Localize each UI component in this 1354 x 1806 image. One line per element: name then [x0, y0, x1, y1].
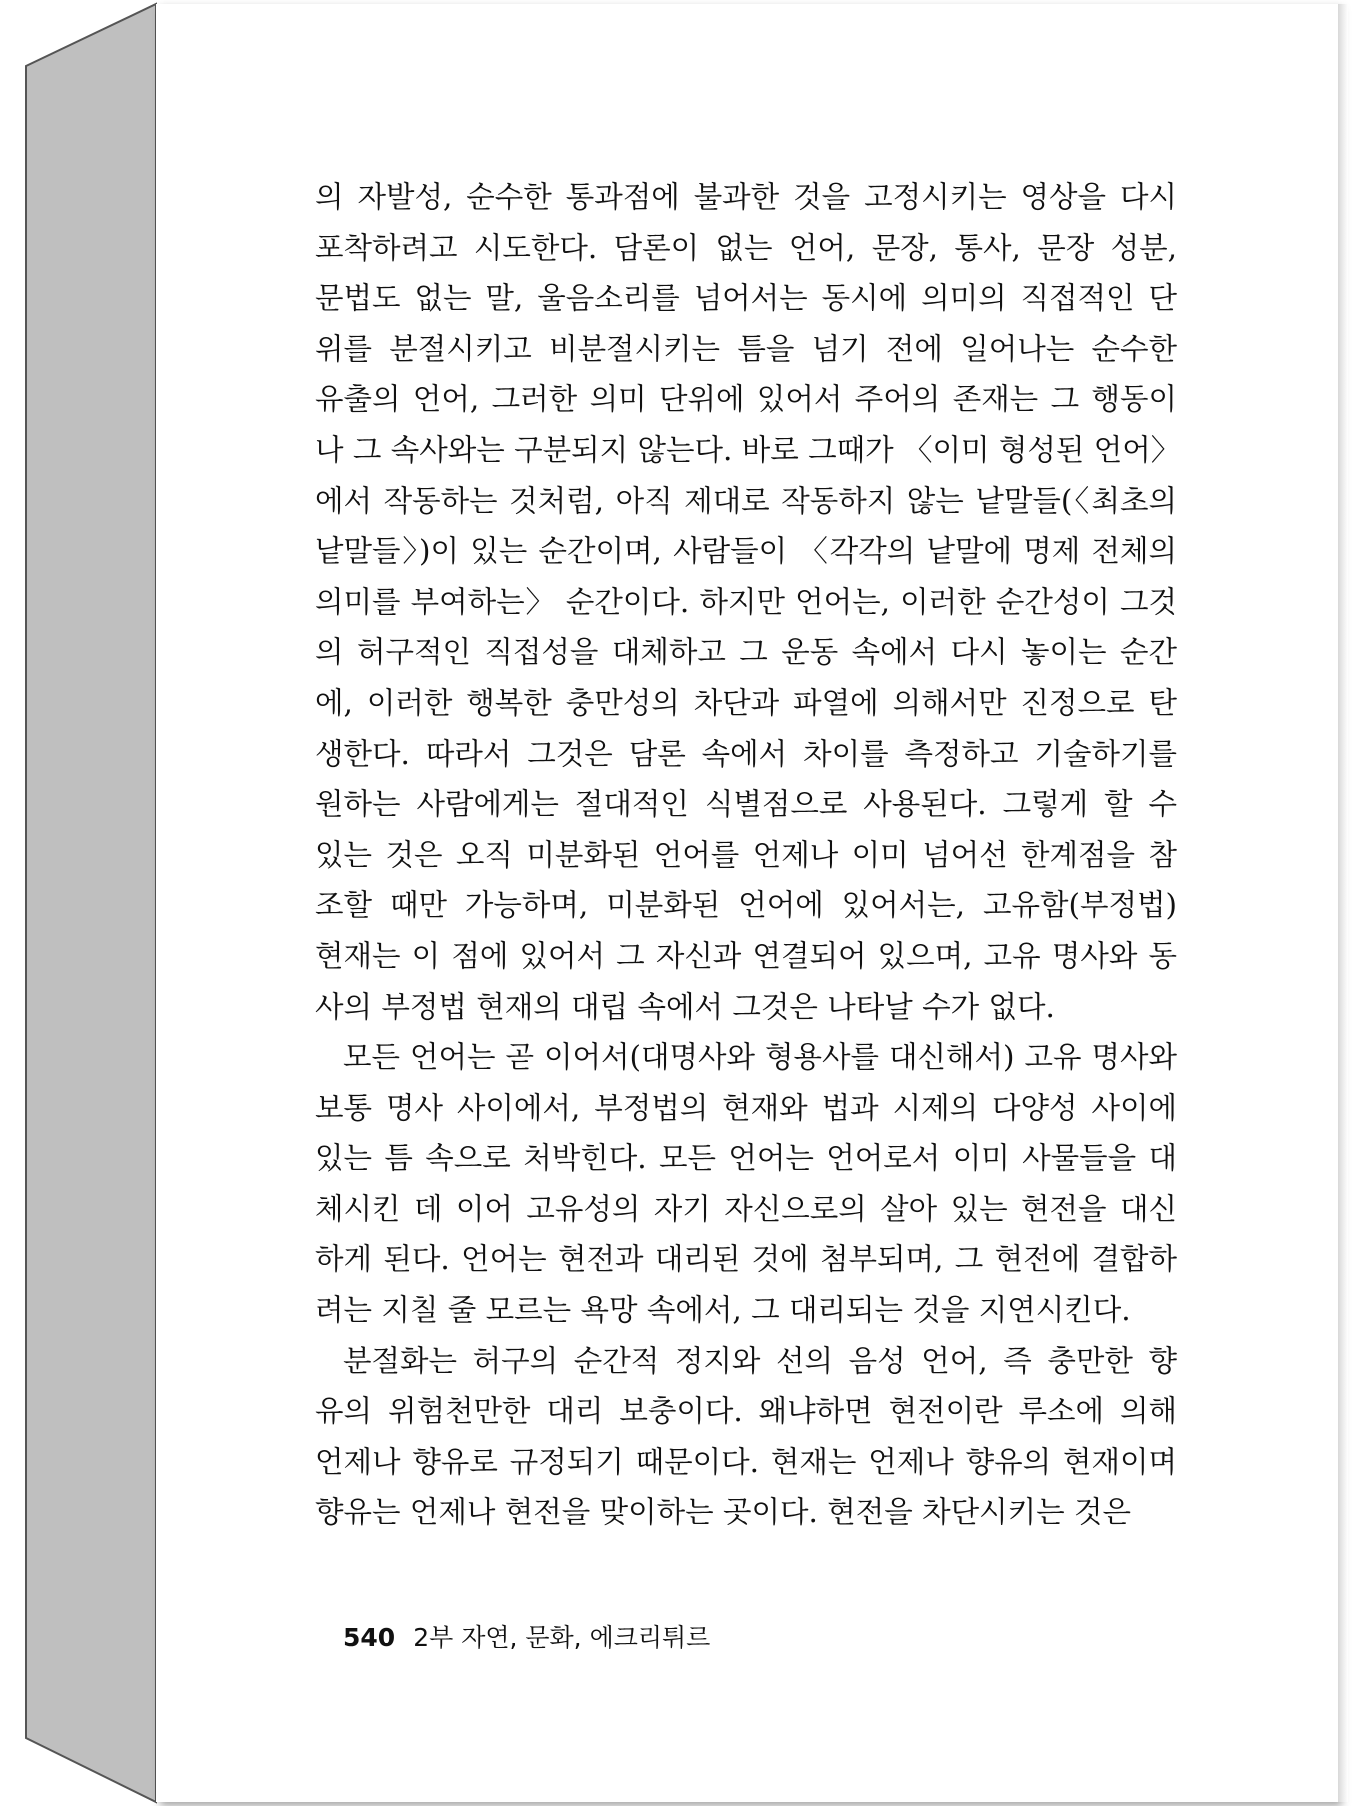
text-line: 하게 된다. 언어는 현전과 대리된 것에 첨부되며, 그 현전에 결합하: [315, 1242, 1177, 1277]
text-line: 유출의 언어, 그러한 의미 단위에 있어서 주어의 존재는 그 행동이: [315, 382, 1177, 417]
text-line: 나 그 속사와는 구분되지 않는다. 바로 그때가 〈이미 형성된 언어〉: [315, 432, 1181, 467]
text-line: 포착하려고 시도한다. 담론이 없는 언어, 문장, 통사, 문장 성분,: [315, 230, 1177, 265]
text-line: 문법도 없는 말, 울음소리를 넘어서는 동시에 의미의 직접적인 단: [315, 281, 1177, 316]
text-line: 조할 때만 가능하며, 미분화된 언어에 있어서는, 고유함(부정법): [315, 888, 1177, 923]
page-footer: [343, 1618, 710, 1654]
text-line: 사의 부정법 현재의 대립 속에서 그것은 나타날 수가 없다.: [315, 989, 1055, 1024]
text-line: 현재는 이 점에 있어서 그 자신과 연결되어 있으며, 고유 명사와 동: [315, 938, 1177, 973]
text-line: 있는 틈 속으로 처박힌다. 모든 언어는 언어로서 이미 사물들을 대: [315, 1141, 1177, 1176]
running-header: 2부 자연, 문화, 에크리튀르: [413, 1623, 711, 1652]
body-text: [315, 172, 1181, 1538]
text-line: 의 허구적인 직접성을 대체하고 그 운동 속에서 다시 놓이는 순간: [315, 635, 1177, 670]
text-line: 모든 언어는 곧 이어서(대명사와 형용사를 대신해서) 고유 명사와: [343, 1040, 1177, 1075]
text-line: 분절화는 허구의 순간적 정지와 선의 음성 언어, 즉 충만한 향: [343, 1343, 1177, 1378]
text-line: 있는 것은 오직 미분화된 언어를 언제나 이미 넘어선 한계점을 참: [315, 837, 1177, 872]
text-line: 언제나 향유로 규정되기 때문이다. 현재는 언제나 향유의 현재이며: [315, 1444, 1177, 1479]
text-line: 유의 위험천만한 대리 보충이다. 왜냐하면 현전이란 루소에 의해: [315, 1394, 1177, 1429]
text-line: 체시킨 데 이어 고유성의 자기 자신으로의 살아 있는 현전을 대신: [315, 1191, 1177, 1226]
text-line: 낱말들〉)이 있는 순간이며, 사람들이 〈각각의 낱말에 명제 전체의: [315, 534, 1177, 569]
text-line: 의 자발성, 순수한 통과점에 불과한 것을 고정시키는 영상을 다시: [315, 180, 1177, 214]
text-line: 원하는 사람에게는 절대적인 식별점으로 사용된다. 그렇게 할 수: [315, 787, 1177, 822]
text-line: 향유는 언제나 현전을 맞이하는 곳이다. 현전을 차단시키는 것은: [315, 1495, 1131, 1530]
text-line: 생한다. 따라서 그것은 담론 속에서 차이를 측정하고 기술하기를: [315, 736, 1177, 771]
text-line: 려는 지칠 줄 모르는 욕망 속에서, 그 대리되는 것을 지연시킨다.: [315, 1293, 1131, 1328]
text-line: 보통 명사 사이에서, 부정법의 현재와 법과 시제의 다양성 사이에: [315, 1090, 1177, 1125]
text-line: 에, 이러한 행복한 충만성의 차단과 파열에 의해서만 진정으로 탄: [315, 685, 1177, 720]
page-number: 540: [343, 1623, 396, 1652]
text-line: 의미를 부여하는〉 순간이다. 하지만 언어는, 이러한 순간성이 그것: [315, 584, 1177, 619]
text-line: 위를 분절시키고 비분절시키는 틈을 넘기 전에 일어나는 순수한: [315, 331, 1177, 366]
text-line: 에서 작동하는 것처럼, 아직 제대로 작동하지 않는 낱말들(〈최초의: [315, 483, 1177, 518]
page-edge: [1338, 4, 1348, 1802]
